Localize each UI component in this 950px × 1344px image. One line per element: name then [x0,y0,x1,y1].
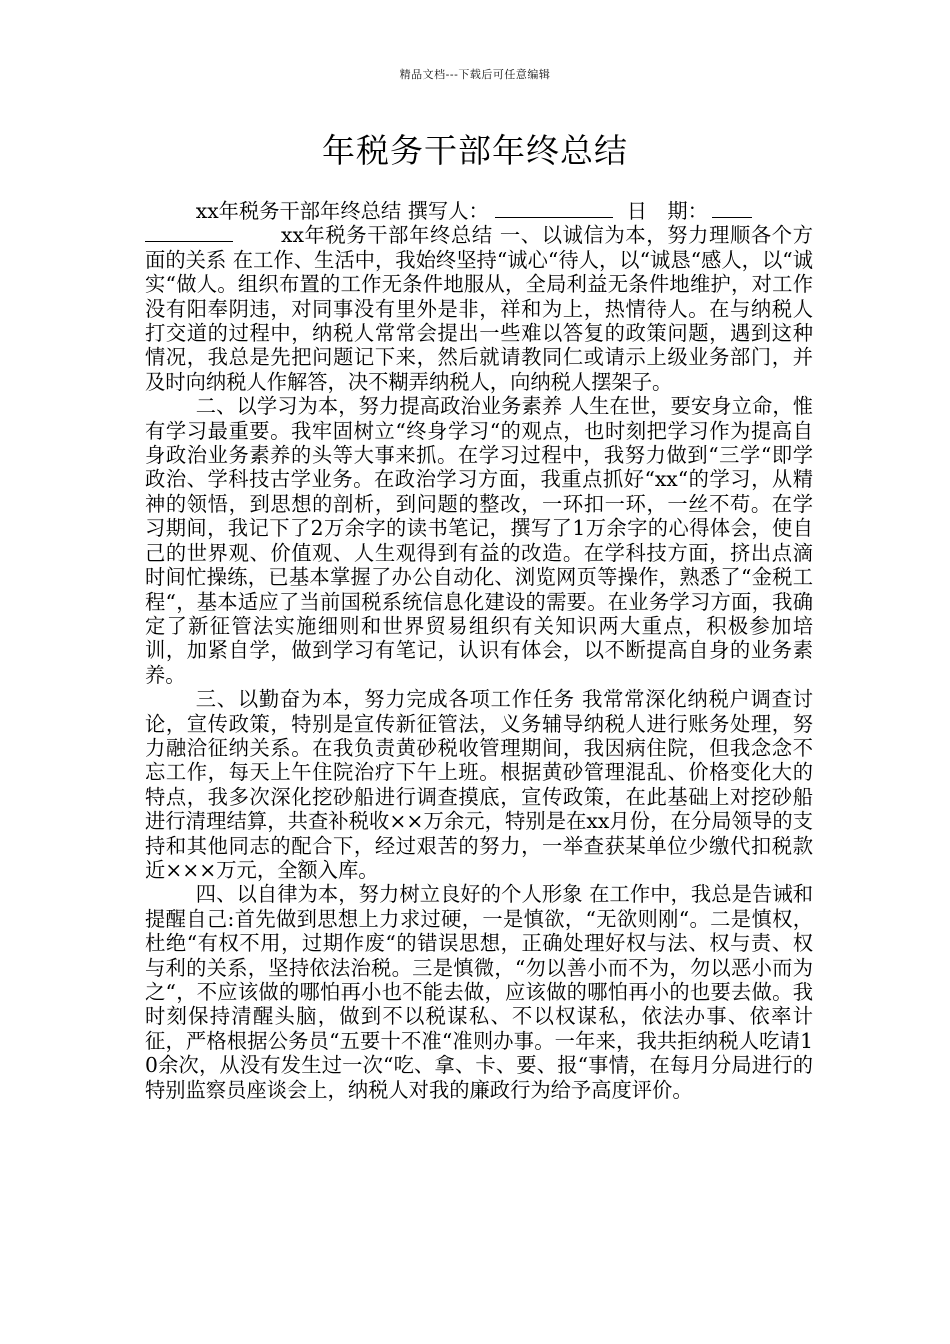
paragraph-2: 二、以学习为本，努力提高政治业务素养 人生在世，要安身立命，惟有学习最重要。我牢固树立“终身学习“的观点，也时刻把学习作为提高自身政治业务素养的头等大事来抓。在学习过程中，我努力做到“三学“即学政治、学科技古学业务。在政治学习方面，我重点抓好“xx“的学习，从精神的领悟，到思想的剖析，到问题的整改，一环扣一环，一丝不苟。在学习期间，我记下了2万余字的读书笔记，撰写了1万余字的心得体会，使自己的世界观、价值观、人生观得到有益的改造。在学科技方面，挤出点滴时间忙操练，已基本掌握了办公自动化、浏览网页等操作，熟悉了“金税工程“，基本适应了当前国税系统信息化建设的需要。在业务学习方面，我确定了新征管法实施细则和世界贸易组织有关知识两大重点，积极参加培训，加紧自学，做到学习有笔记，认识有体会，以不断提高自身的业务素养。 [145,394,813,687]
document-title: 年税务干部年终总结 [322,131,628,170]
intro-text: 一、以诚信为本，努力理顺各个方面的关系 在工作、生活中，我始终坚持“诚心“待人，以“诚恳“感人，以“诚实“做人。组织布置的工作无条件地服从，全局利益无条件地维护，对工作没有阳奉阴违，对同事没有里外是非，祥和为上，热情待人。在与纳税人打交道的过程中，纳税人常常会提出一些难以答复的政策问题，遇到这种情况，我总是先把问题记下来，然后就请教同仁或请示上级业务部门，并及时向纳税人作解答，决不糊弄纳税人，向纳税人摆架子。 [145,223,813,394]
date-blank-line-continued [145,223,233,242]
intro-paragraph [145,223,813,394]
paragraph-4: 四、以自律为本，努力树立良好的个人形象 在工作中，我总是告诫和提醒自己:首先做到思想上力求过硬，一是慎欲，“无欲则刚“。二是慎权，杜绝“有权不用，过期作废“的错误思想，正确处理好权与法、权与责、权与利的关系，坚持依法治税。三是慎微，“勿以善小而不为，勿以恶小而为之“，不应该做的哪怕再小也不能去做，应该做的哪怕再小的也要去做。我时刻保持清醒头脑，做到不以税谋私、不以权谋私，依法办事、依率计征，严格根据公务员“五要十不准“准则办事。一年来，我共拒纳税人吃请10余次，从没有发生过一次“吃、拿、卡、要、报“事情，在每月分局进行的特别监察员座谈会上，纳税人对我的廉政行为给予高度评价。 [145,882,813,1102]
intro-heading: xx年税务干部年终总结 [281,223,493,248]
author-label: 撰写人： [407,199,489,223]
document-body [145,199,813,1102]
meta-heading: xx年税务干部年终总结 [195,199,402,223]
date-label: 日 期： [626,199,708,223]
paragraph-3: 三、以勤奋为本，努力完成各项工作任务 我常常深化纳税户调查讨论，宣传政策，特别是宣传新征管法，义务辅导纳税人进行账务处理，努力融洽征纳关系。在我负责黄砂税收管理期间，我因病住院，但我念念不忘工作，每天上午住院治疗下午上班。根据黄砂管理混乱、价格变化大的特点，我多次深化挖砂船进行调查摸底，宣传政策，在此基础上对挖砂船进行清理结算，共查补税收××万余元，特别是在xx月份，在分局领导的支持和其他同志的配合下，经过艰苦的努力，一举查获某单位少缴代扣税款近×××万元，全额入库。 [145,687,813,882]
meta-line [145,199,813,223]
date-blank-line [712,199,752,218]
author-blank-line [495,199,613,218]
page-header-note: 精品文档---下载后可任意编辑 [399,68,551,81]
